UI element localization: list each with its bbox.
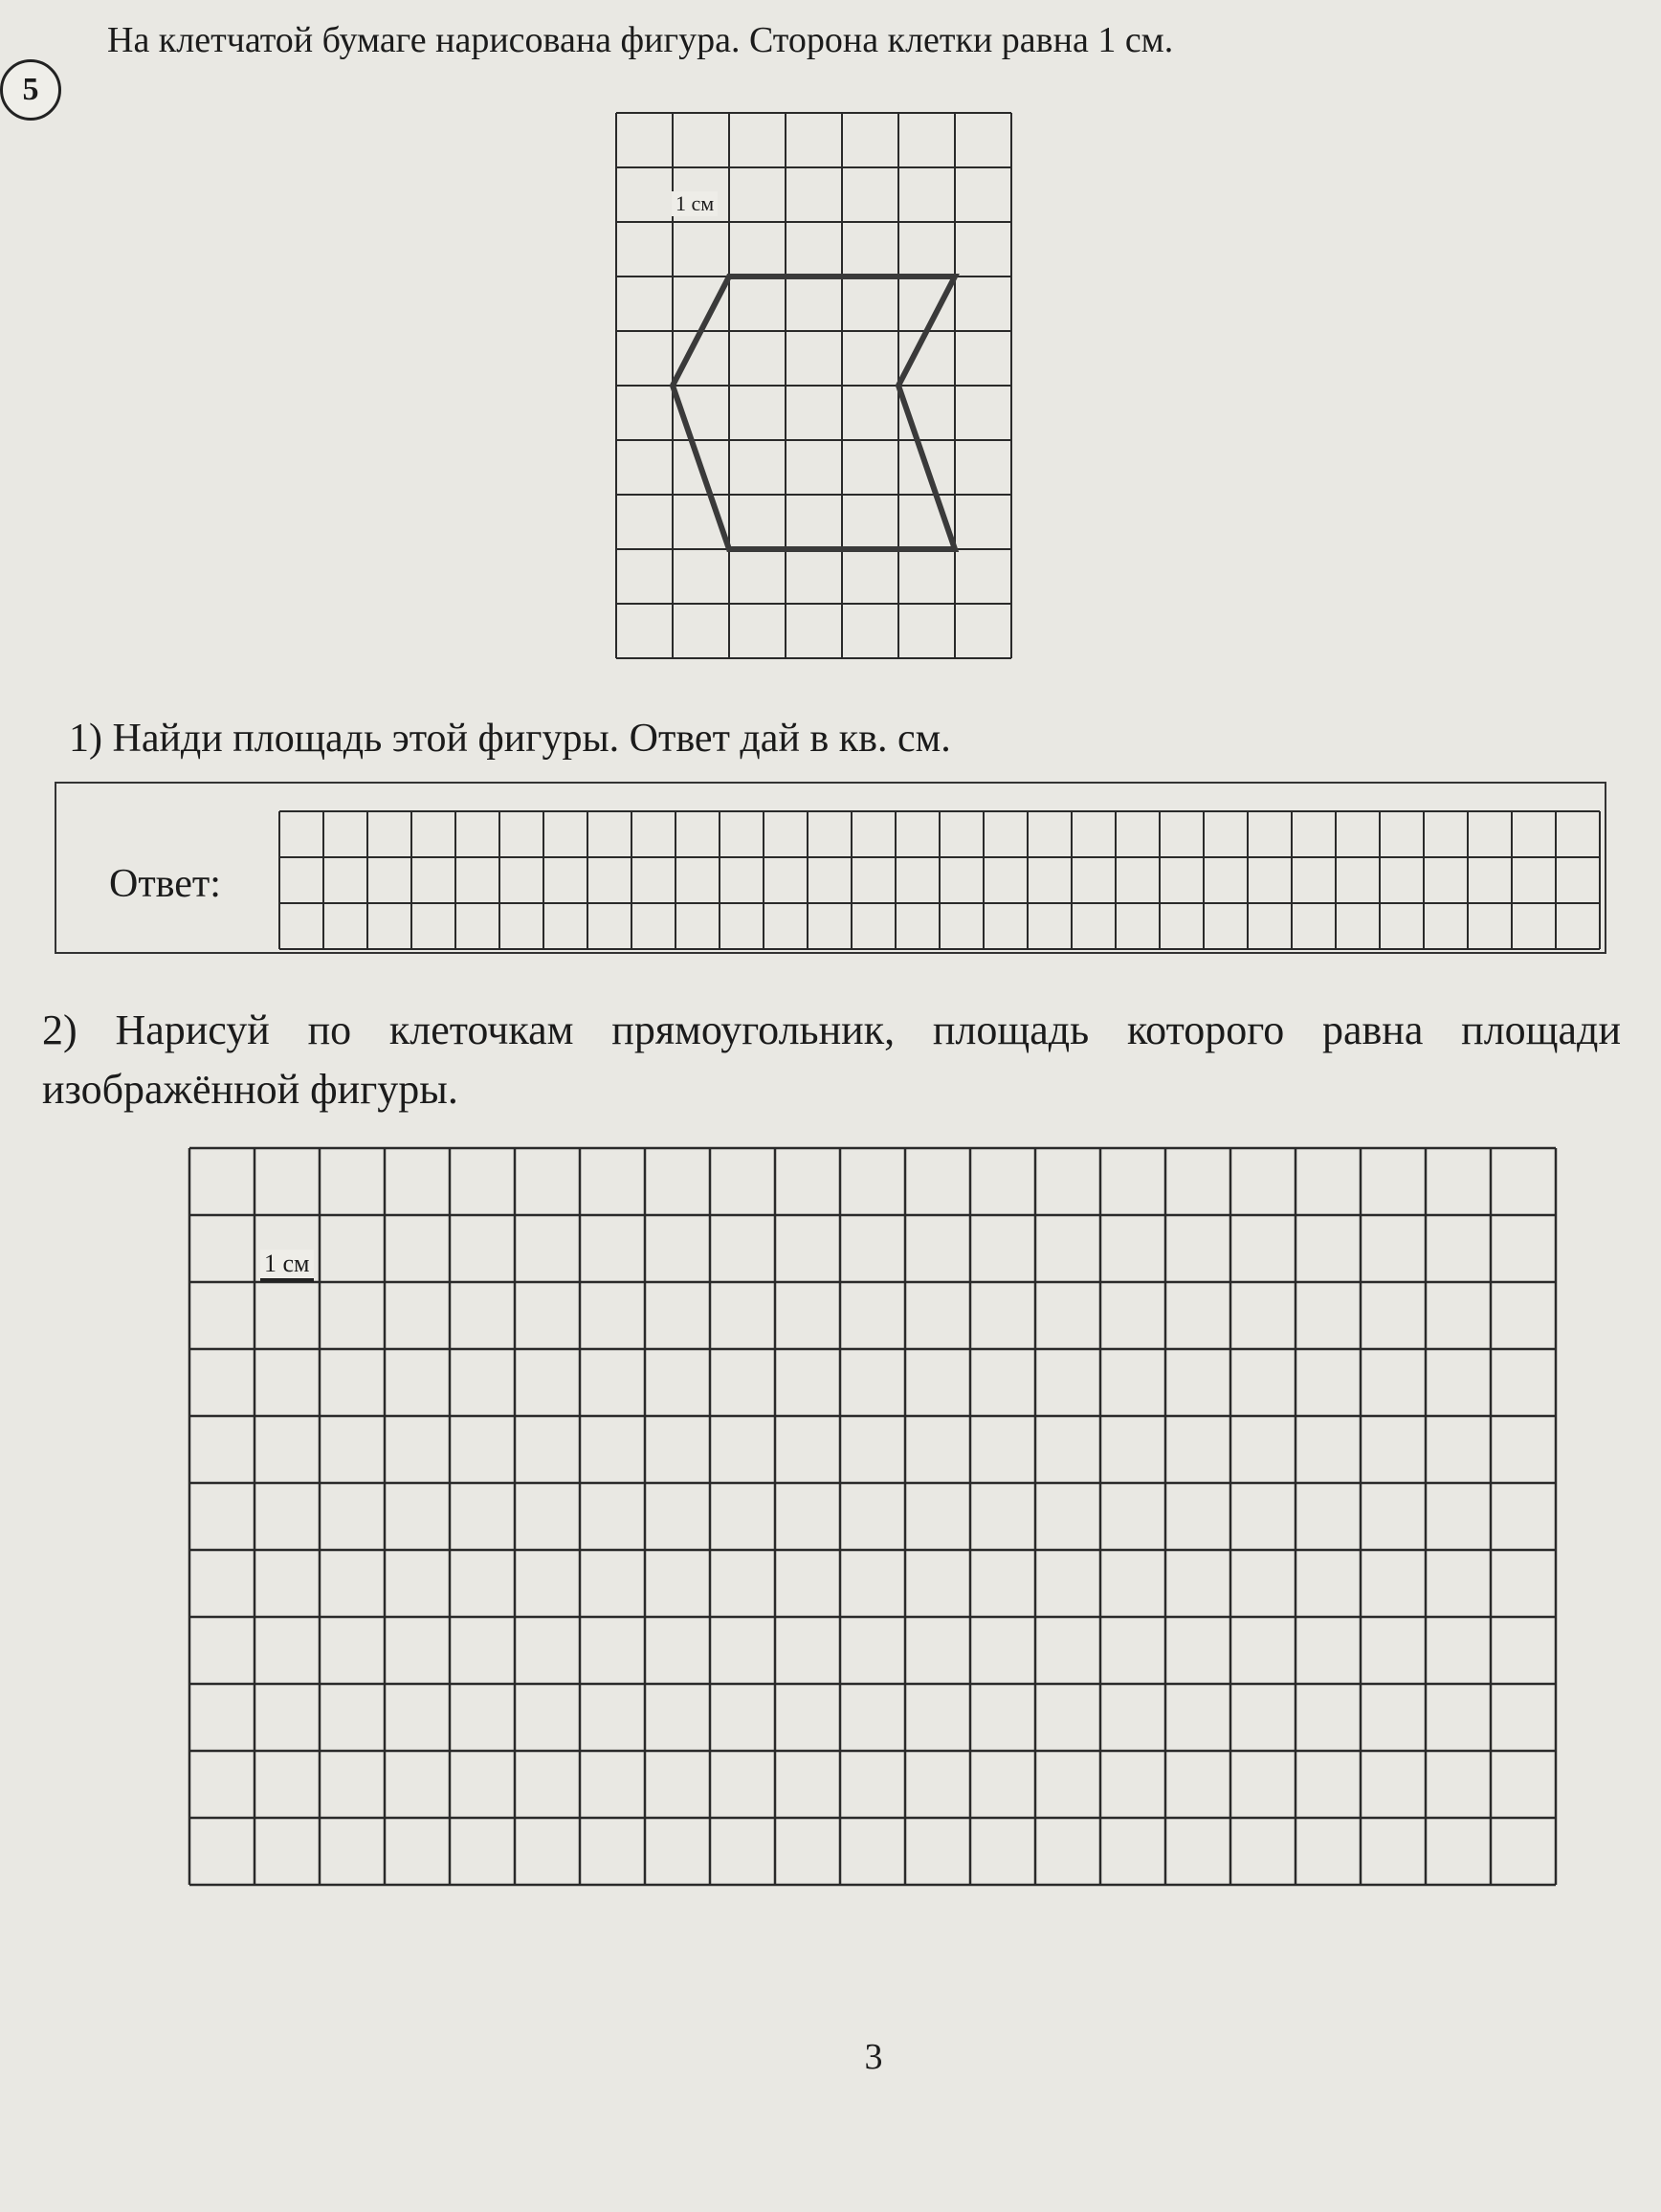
answer-box-border: [55, 783, 1606, 953]
answer-grid[interactable]: [279, 811, 1600, 949]
page-number: 3: [864, 2037, 883, 2077]
drawing-grid[interactable]: [189, 1148, 1556, 1885]
question-1-text: 1) Найди площадь этой фигуры. Ответ дай в кв. см.: [69, 717, 951, 761]
figure-cell-label: 1 см: [672, 191, 718, 216]
question-2-text: 2) Нарисуй по клеточкам прямоугольник, площадь которого равна площади изображённой фигуры.: [42, 1006, 1621, 1113]
figure-polygon: [673, 276, 955, 549]
task-statement: На клетчатой бумаге нарисована фигура. Сторона клетки равна 1 см.: [107, 20, 1174, 60]
task-number-badge: 5: [0, 59, 61, 121]
drawing-cell-label: 1 см: [260, 1250, 314, 1282]
answer-label: Ответ:: [109, 862, 221, 906]
